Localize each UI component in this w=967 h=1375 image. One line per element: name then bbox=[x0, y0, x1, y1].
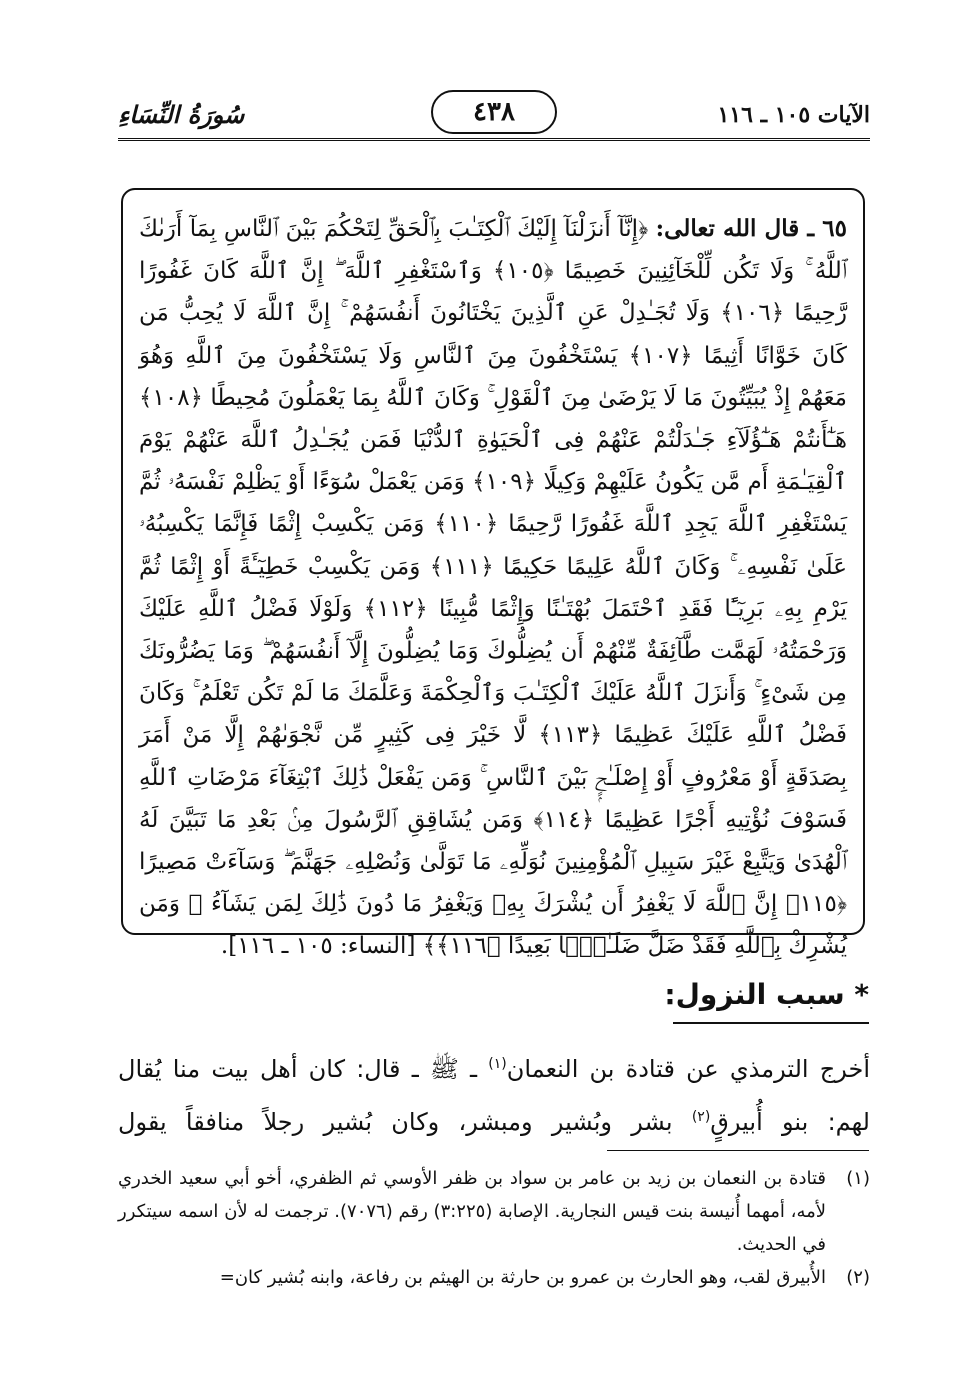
footnote bbox=[118, 1261, 870, 1294]
footnote bbox=[118, 1162, 870, 1261]
footnote-text: الأُبيرق لقب، وهو الحارث بن عمرو بن حارثة بن الهيثم بن رفاعة، وابنه بُشير كان= bbox=[219, 1267, 826, 1288]
section-underline bbox=[673, 1022, 869, 1024]
verses-range: الآيات ١٠٥ ـ ١١٦ bbox=[717, 102, 870, 128]
section-title: * سبب النزول: bbox=[664, 978, 869, 1011]
footnote-text: قتادة بن النعمان بن زيد بن عامر بن سواد بن ظفر الأوسي ثم الظفري، أخو أبي سعيد الخدري لأمه، أمهما أُنيسة بنت قيس النجارية. الإصابة (٣:٢٢٥) رقم (٧٠٧٦). ترجمت له لأن اسمه سيتكرر في الحديث. bbox=[118, 1168, 826, 1255]
quran-verses-box bbox=[121, 188, 865, 960]
footnote-number: (١) bbox=[846, 1168, 870, 1189]
footnote-divider bbox=[607, 1150, 869, 1151]
page-header bbox=[118, 88, 870, 138]
footnote-number: (٢) bbox=[846, 1267, 870, 1288]
body-text-part: ـ ﷺ ـ قال: كان أهل بيت منا يُقال لهم: بنو أُبيرقٍ bbox=[118, 1055, 870, 1136]
quran-citation: [النساء: ١٠٥ ـ ١١٦]. bbox=[220, 933, 416, 960]
quran-verses: ﴿إِنَّآ أَنزَلْنَآ إِلَيْكَ ٱلْكِتَـٰبَ بِٱلْحَقِّ لِتَحْكُمَ بَيْنَ ٱلنَّاسِ بِمَآ أَرَىٰكَ ٱللَّهُ ۚ وَلَا تَكُن لِّلْخَآئِنِينَ خَصِيمًا ﴿١٠٥﴾ وَٱسْتَغْفِرِ ٱللَّهَ ۖ إِنَّ ٱللَّهَ كَانَ غَفُورًا رَّحِيمًا ﴿١٠٦﴾ وَلَا تُجَـٰدِلْ عَنِ ٱلَّذِينَ يَخْتَانُونَ أَنفُسَهُمْ ۚ إِنَّ ٱللَّهَ لَا يُحِبُّ مَن كَانَ خَوَّانًا أَثِيمًا ﴿١٠٧﴾ يَسْتَخْفُونَ مِنَ ٱلنَّاسِ وَلَا يَسْتَخْفُونَ مِنَ ٱللَّهِ وَهُوَ مَعَهُمْ إِذْ يُبَيِّتُونَ مَا لَا يَرْضَىٰ مِنَ ٱلْقَوْلِ ۚ وَكَانَ ٱللَّهُ بِمَا يَعْمَلُونَ مُحِيطًا ﴿١٠٨﴾ هَـٰٓأَنتُمْ هَـٰٓؤُلَآءِ جَـٰدَلْتُمْ عَنْهُمْ فِى ٱلْحَيَوٰةِ ٱلدُّنْيَا فَمَن يُجَـٰدِلُ ٱللَّهَ عَنْهُمْ يَوْمَ ٱلْقِيَـٰمَةِ أَم مَّن يَكُونُ عَلَيْهِمْ وَكِيلًا ﴿١٠٩﴾ وَمَن يَعْمَلْ سُوٓءًا أَوْ يَظْلِمْ نَفْسَهُۥ ثُمَّ يَسْتَغْفِرِ ٱللَّهَ يَجِدِ ٱللَّهَ غَفُورًا رَّحِيمًا ﴿١١٠﴾ وَمَن يَكْسِبْ إِثْمًا فَإِنَّمَا يَكْسِبُهُۥ عَلَىٰ نَفْسِهِۦ ۚ وَكَانَ ٱللَّهُ عَلِيمًا حَكِيمًا ﴿١١١﴾ وَمَن يَكْسِبْ خَطِيٓـَٔةً أَوْ إِثْمًا ثُمَّ يَرْمِ بِهِۦ بَرِيٓـًٔا فَقَدِ ٱحْتَمَلَ بُهْتَـٰنًا وَإِثْمًا مُّبِينًا ﴿١١٢﴾ وَلَوْلَا فَضْلُ ٱللَّهِ عَلَيْكَ وَرَحْمَتُهُۥ لَهَمَّت طَّآئِفَةٌ مِّنْهُمْ أَن يُضِلُّوكَ وَمَا يُضِلُّونَ إِلَّآ أَنفُسَهُمْ ۖ وَمَا يَضُرُّونَكَ مِن شَىْءٍ ۚ وَأَنزَلَ ٱللَّهُ عَلَيْكَ ٱلْكِتَـٰبَ وَٱلْحِكْمَةَ وَعَلَّمَكَ مَا لَمْ تَكُن تَعْلَمُ ۚ وَكَانَ فَضْلُ ٱللَّهِ عَلَيْكَ عَظِيمًا ﴿١١٣﴾ لَّا خَيْرَ فِى كَثِيرٍ مِّن نَّجْوَىٰهُمْ إِلَّا مَنْ أَمَرَ بِصَدَقَةٍ أَوْ مَعْرُوفٍ أَوْ إِصْلَـٰحٍۭ بَيْنَ ٱلنَّاسِ ۚ وَمَن يَفْعَلْ ذَٰلِكَ ٱبْتِغَآءَ مَرْضَاتِ ٱللَّهِ فَسَوْفَ نُؤْتِيهِ أَجْرًا عَظِيمًا ﴿١١٤﴾ وَمَن يُشَاقِقِ ٱلرَّسُولَ مِنۢ بَعْدِ مَا تَبَيَّنَ لَهُ ٱلْهُدَىٰ وَيَتَّبِعْ غَيْرَ سَبِيلِ ٱلْمُؤْمِنِينَ نُوَلِّهِۦ مَا تَوَلَّىٰ وَنُصْلِهِۦ جَهَنَّمَ ۖ وَسَآءَتْ مَصِيرًا ﴿١١٥﴾ إِنَّ ٱللَّهَ لَا يَغْفِرُ أَن يُشْرَكَ بِهِۦ وَيَغْفِرُ مَا دُونَ ذَٰلِكَ لِمَن يَشَآءُ ۚ وَمَن يُشْرِكْ بِٱللَّهِ فَقَدْ ضَلَّ ضَلَـٰلًۢا بَعِيدًا ﴿١١٦﴾﴾ bbox=[139, 216, 848, 960]
footnote-ref[interactable]: (٢) bbox=[691, 1109, 711, 1125]
body-text-part: بشر وبُشير ومبشر، وكان بُشير رجلاً منافقاً يقول bbox=[118, 1108, 692, 1136]
body-text-part: أخرج الترمذي عن قتادة بن النعمان bbox=[506, 1055, 871, 1083]
surah-name: سُورَةُ النِّسَاءِ bbox=[118, 100, 245, 129]
quran-text bbox=[139, 208, 847, 968]
quran-intro: ٦٥ ـ قال الله تعالى: bbox=[655, 215, 847, 242]
footnotes bbox=[118, 1162, 870, 1294]
header-divider bbox=[118, 138, 870, 143]
footnote-ref[interactable]: (١) bbox=[488, 1056, 507, 1072]
body-paragraph bbox=[118, 1040, 870, 1146]
page-number: ٤٣٨ bbox=[431, 90, 557, 134]
